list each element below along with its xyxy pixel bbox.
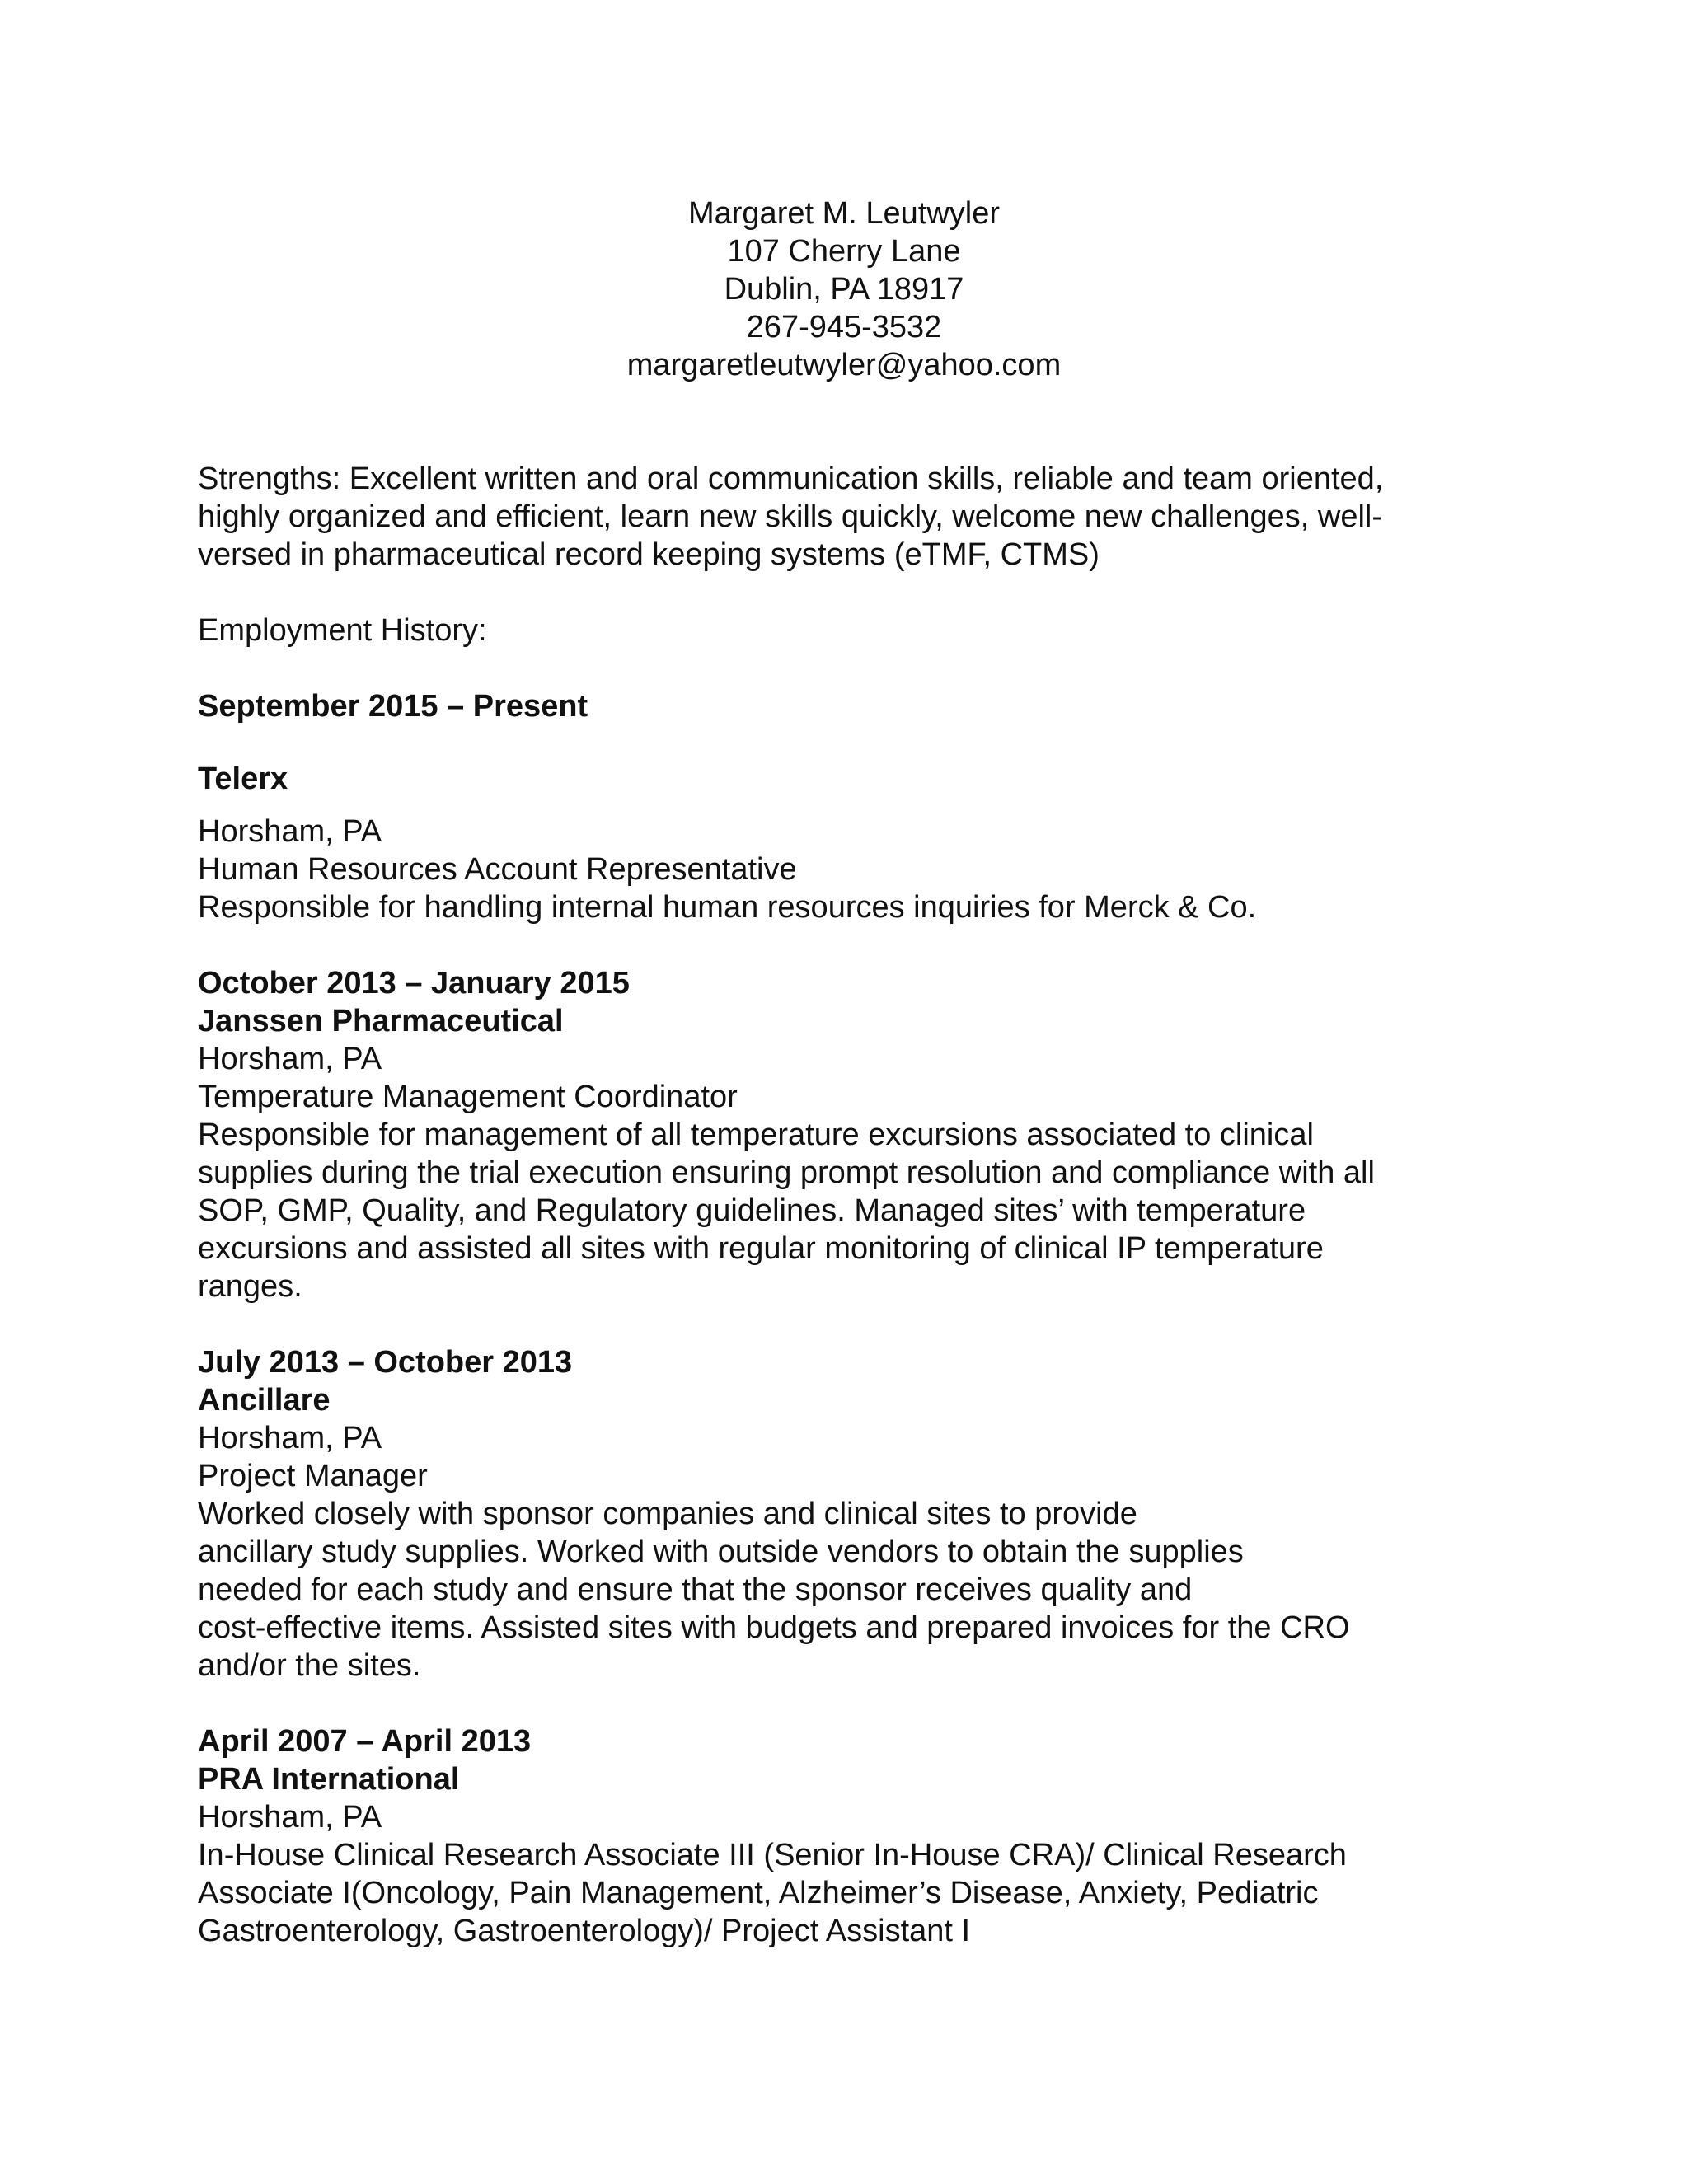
job-dates: October 2013 – January 2015 [198, 966, 630, 1001]
job-entry-ancillare [198, 1343, 1484, 1685]
phone-number: 267-945-3532 [746, 310, 942, 344]
job-description-line: excursions and assisted all sites with regular monitoring of clinical IP temperature [198, 1231, 1324, 1266]
job-title: Human Resources Account Representative [198, 852, 797, 887]
job-dates: September 2015 – Present [198, 689, 588, 724]
street-address: 107 Cherry Lane [727, 234, 961, 269]
job-title: Temperature Management Coordinator [198, 1080, 738, 1114]
job-title: Project Manager [198, 1459, 428, 1493]
job-company: PRA International [198, 1762, 460, 1797]
job-dates: July 2013 – October 2013 [198, 1345, 573, 1380]
job-description-line: Responsible for handling internal human resources inquiries for Merck & Co. [198, 890, 1257, 925]
job-description-line: Associate I(Oncology, Pain Management, Alzheimer’s Disease, Anxiety, Pediatric [198, 1876, 1319, 1910]
job-dates: April 2007 – April 2013 [198, 1724, 532, 1759]
city-state-zip: Dublin, PA 18917 [724, 272, 964, 307]
job-description-line: Worked closely with sponsor companies and clinical sites to provide [198, 1497, 1137, 1531]
job-company: Janssen Pharmaceutical [198, 1004, 564, 1038]
candidate-name: Margaret M. Leutwyler [687, 196, 1000, 231]
strengths-line: Strengths: Excellent written and oral communication skills, reliable and team oriented, [198, 462, 1384, 496]
job-description-line: supplies during the trial execution ensuring prompt resolution and compliance with all [198, 1155, 1375, 1190]
resume-body [198, 460, 1484, 1950]
job-description-line: ancillary study supplies. Worked with outside vendors to obtain the supplies [198, 1535, 1244, 1569]
job-description-line: Gastroenterology, Gastroenterology)/ Project Assistant I [198, 1914, 971, 1948]
job-entry-pra-international [198, 1722, 1484, 1950]
job-description-line: SOP, GMP, Quality, and Regulatory guidelines. Managed sites’ with temperature [198, 1193, 1306, 1228]
contact-header [0, 194, 1688, 384]
strengths-section [198, 460, 1484, 574]
job-description-line: and/or the sites. [198, 1648, 421, 1683]
job-location: Horsham, PA [198, 1800, 382, 1835]
job-description-line: Responsible for management of all temperature excursions associated to clinical [198, 1118, 1314, 1152]
job-entry-janssen [198, 964, 1484, 1305]
job-description-line: In-House Clinical Research Associate III (Senior In-House CRA)/ Clinical Research [198, 1838, 1347, 1872]
job-entry-telerx [198, 687, 1484, 926]
job-company: Telerx [198, 762, 288, 796]
job-location: Horsham, PA [198, 814, 382, 849]
strengths-line: versed in pharmaceutical record keeping systems (eTMF, CTMS) [198, 537, 1100, 572]
employment-history-heading: Employment History: [198, 613, 487, 648]
email-address: margaretleutwyler@yahoo.com [626, 348, 1062, 382]
job-description-line: needed for each study and ensure that the sponsor receives quality and [198, 1572, 1193, 1607]
job-description-line: cost-effective items. Assisted sites with budgets and prepared invoices for the CRO [198, 1610, 1350, 1645]
job-location: Horsham, PA [198, 1421, 382, 1455]
job-company: Ancillare [198, 1383, 331, 1418]
job-location: Horsham, PA [198, 1042, 382, 1076]
job-description-line: ranges. [198, 1269, 302, 1304]
strengths-line: highly organized and efficient, learn new skills quickly, welcome new challenges, well- [198, 499, 1382, 534]
